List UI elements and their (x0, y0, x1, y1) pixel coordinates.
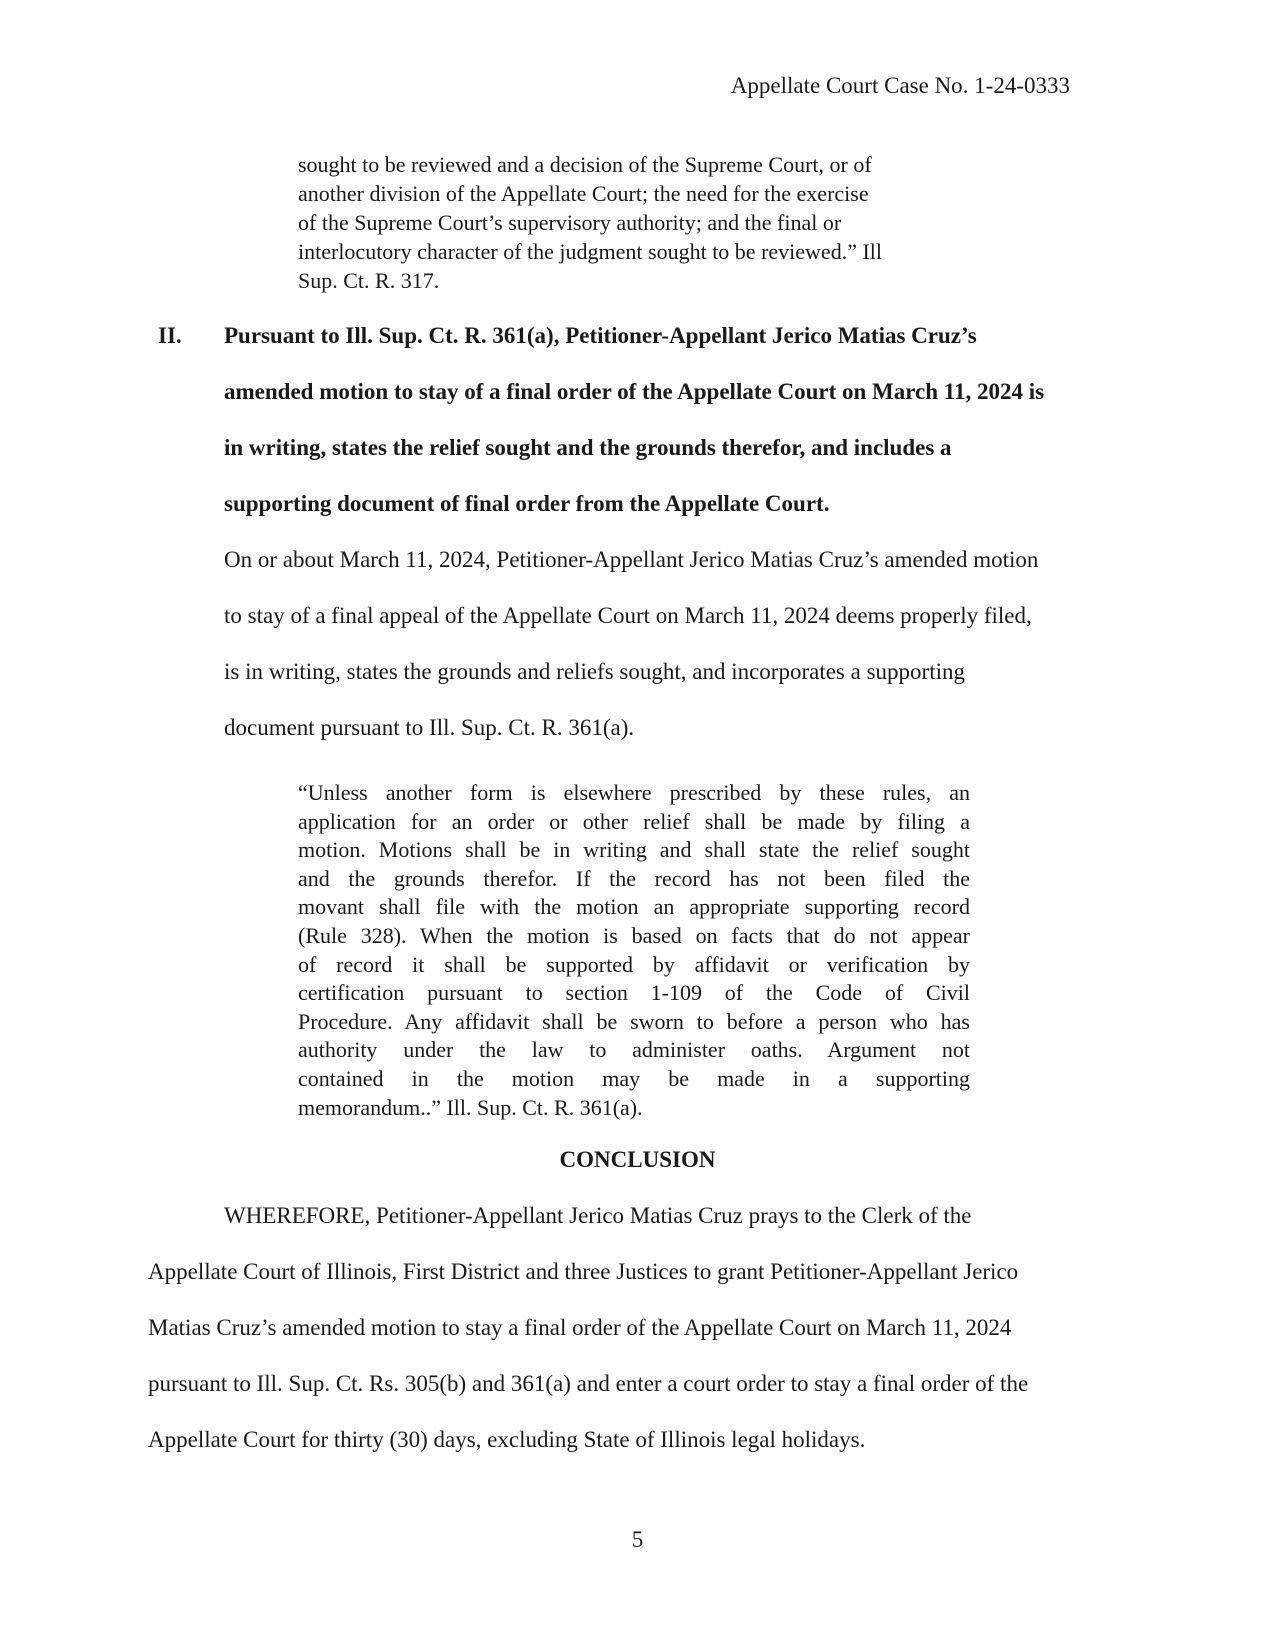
block-quote-line: “Unless another form is elsewhere prescribed by these rules, an (298, 780, 970, 805)
section-heading-line: supporting document of final order from the Appellate Court. (224, 491, 830, 516)
block-quote-line: movant shall file with the motion an appropriate supporting record (298, 894, 970, 920)
block-quote-line: contained in the motion may be made in a supporting (298, 1065, 970, 1091)
block-quote-line: Procedure. Any affidavit shall be sworn to before a person who has (298, 1008, 970, 1034)
conclusion-line: Appellate Court of Illinois, First District and three Justices to grant Petitioner-Appellant Jerico (148, 1259, 1019, 1284)
quote-continuation-line: interlocutory character of the judgment sought to be reviewed.” Ill (298, 239, 883, 264)
rule-361a-block-quote (298, 779, 970, 1122)
conclusion-line: Matias Cruz’s amended motion to stay a final order of the Appellate Court on March 11, 2024 (148, 1315, 1012, 1340)
section-body-line: On or about March 11, 2024, Petitioner-Appellant Jerico Matias Cruz’s amended motion (224, 547, 1039, 572)
section-body-line: document pursuant to Ill. Sup. Ct. R. 361(a). (224, 715, 635, 740)
section-heading-line: amended motion to stay of a final order of the Appellate Court on March 11, 2024 is (224, 379, 1045, 404)
block-quote-line: of record it shall be supported by affidavit or verification by (298, 951, 970, 977)
block-quote-line: and the grounds therefor. If the record has not been filed the (298, 865, 970, 891)
quote-continuation-line: another division of the Appellate Court; the need for the exercise (298, 181, 869, 206)
quote-continuation-line: sought to be reviewed and a decision of the Supreme Court, or of (298, 152, 872, 177)
page-number: 5 (631, 1527, 644, 1552)
case-number-header: Appellate Court Case No. 1-24-0333 (730, 73, 1070, 98)
conclusion-line: Appellate Court for thirty (30) days, excluding State of Illinois legal holidays. (148, 1427, 866, 1452)
conclusion-line: pursuant to Ill. Sup. Ct. Rs. 305(b) and 361(a) and enter a court order to stay a final order of the (148, 1371, 1029, 1396)
block-quote-line: application for an order or other relief shall be made by filing a (298, 808, 970, 834)
section-body-line: is in writing, states the grounds and reliefs sought, and incorporates a supporting (224, 659, 965, 684)
block-quote-line: certification pursuant to section 1-109 of the Code of Civil (298, 980, 970, 1006)
block-quote-line: memorandum..” Ill. Sup. Ct. R. 361(a). (298, 1094, 643, 1120)
quote-continuation-line: Sup. Ct. R. 317. (298, 268, 440, 293)
block-quote-line: authority under the law to administer oaths. Argument not (298, 1037, 970, 1063)
section-heading-line: in writing, states the relief sought and the grounds therefor, and includes a (224, 435, 952, 460)
quote-continuation (298, 150, 958, 295)
section-body-line: to stay of a final appeal of the Appellate Court on March 11, 2024 deems properly filed, (224, 603, 1032, 628)
section-number: II. (158, 323, 182, 348)
conclusion-line: WHEREFORE, Petitioner-Appellant Jerico Matias Cruz prays to the Clerk of the (224, 1203, 972, 1228)
conclusion-heading: CONCLUSION (559, 1147, 716, 1172)
block-quote-line: motion. Motions shall be in writing and shall state the relief sought (298, 837, 970, 863)
block-quote-line: (Rule 328). When the motion is based on facts that do not appear (298, 922, 970, 948)
quote-continuation-line: of the Supreme Court’s supervisory authority; and the final or (298, 210, 842, 235)
section-heading-line: Pursuant to Ill. Sup. Ct. R. 361(a), Petitioner-Appellant Jerico Matias Cruz’s (224, 323, 977, 348)
